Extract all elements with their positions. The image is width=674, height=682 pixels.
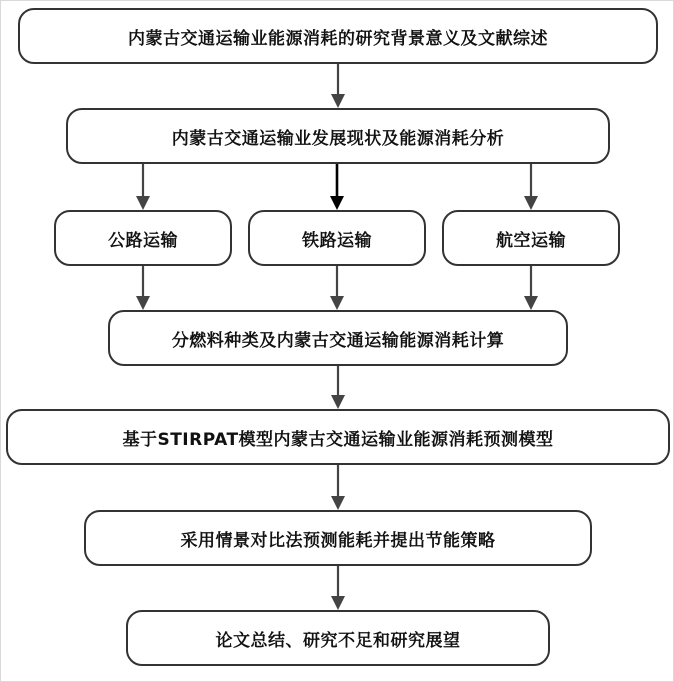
arrowhead-air-to-calculation <box>524 296 538 310</box>
node-energy-calculation <box>108 310 568 366</box>
node-stirpat-model-label: 基于STIRPAT模型内蒙古交通运输业能源消耗预测模型 <box>122 429 554 450</box>
node-stirpat-model <box>6 409 670 465</box>
node-air-transport <box>442 210 620 266</box>
node-conclusion-label: 论文总结、研究不足和研究展望 <box>215 630 461 651</box>
arrowhead-status-to-road <box>136 196 150 210</box>
arrowhead-model-to-scenario <box>331 496 345 510</box>
node-scenario-forecast-label: 采用情景对比法预测能耗并提出节能策略 <box>180 530 496 551</box>
node-rail-transport-label: 铁路运输 <box>302 230 372 251</box>
arrowhead-rail-to-calculation <box>330 296 344 310</box>
arrowhead-calculation-to-model <box>331 395 345 409</box>
node-rail-transport <box>248 210 426 266</box>
node-road-transport-label: 公路运输 <box>108 230 178 251</box>
node-road-transport <box>54 210 232 266</box>
node-research-background <box>18 8 658 64</box>
arrowhead-background-to-status <box>331 94 345 108</box>
arrowhead-status-to-air <box>524 196 538 210</box>
node-development-status-label: 内蒙古交通运输业发展现状及能源消耗分析 <box>171 128 505 149</box>
arrowhead-scenario-to-conclusion <box>331 596 345 610</box>
node-scenario-forecast <box>84 510 592 566</box>
node-research-background-label: 内蒙古交通运输业能源消耗的研究背景意义及文献综述 <box>128 28 548 49</box>
node-air-transport-label: 航空运输 <box>496 230 566 251</box>
node-conclusion <box>126 610 550 666</box>
arrowhead-status-to-rail <box>330 196 344 210</box>
node-development-status <box>66 108 610 164</box>
arrowhead-road-to-calculation <box>136 296 150 310</box>
node-energy-calculation-label: 分燃料种类及内蒙古交通运输能源消耗计算 <box>171 330 505 351</box>
